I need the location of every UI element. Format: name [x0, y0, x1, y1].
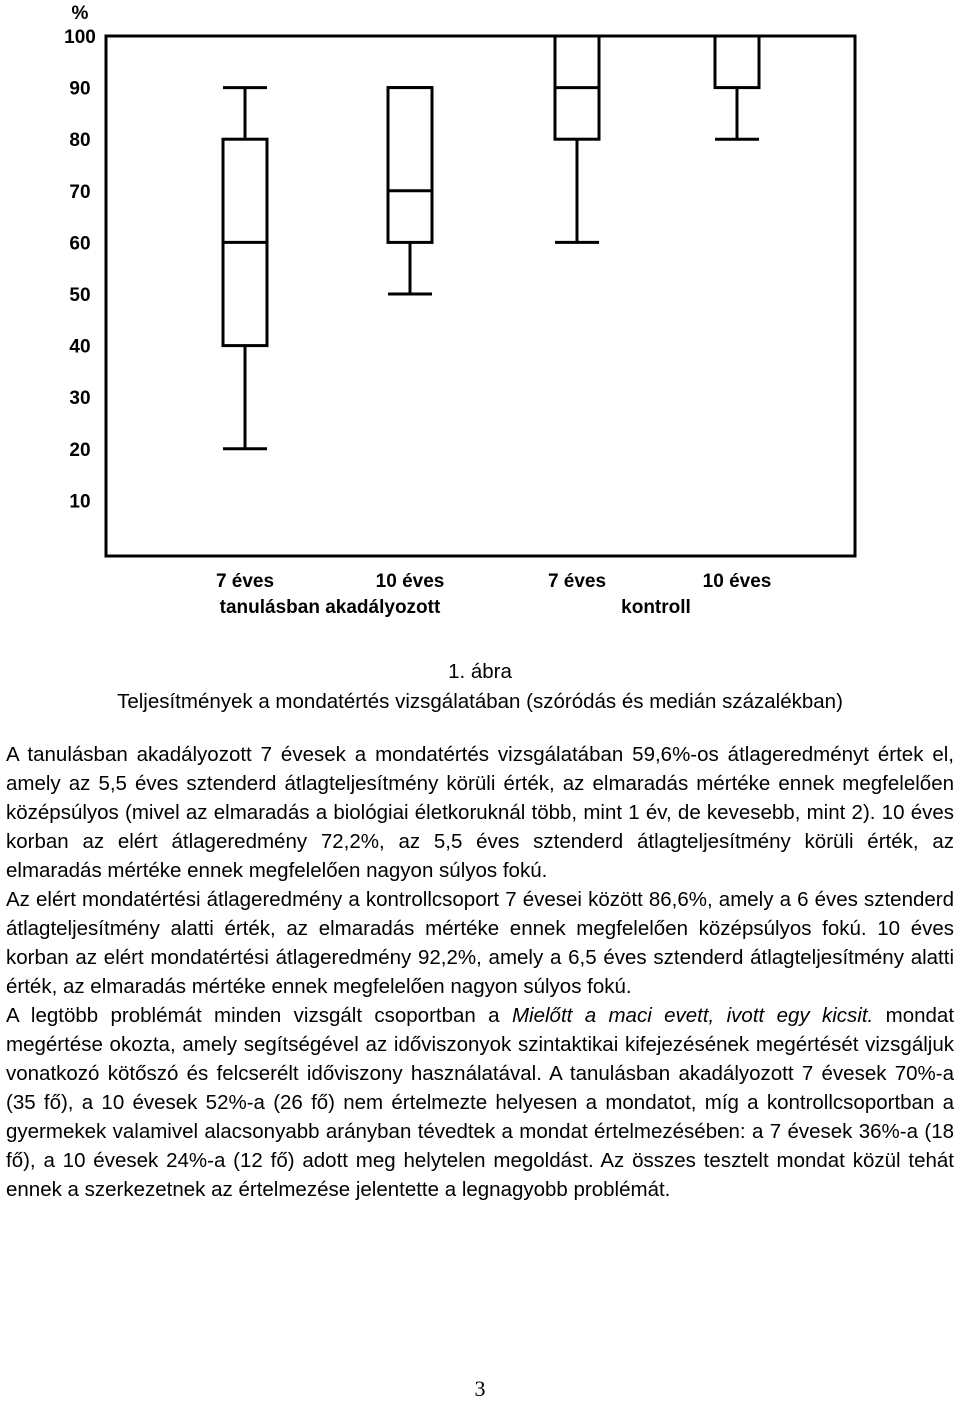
- y-tick-label: 80: [69, 130, 91, 152]
- y-tick-label: 100: [64, 27, 96, 48]
- example-sentence: Mielőtt a maci evett, ivott egy kicsit.: [511, 1004, 874, 1027]
- y-tick-label: 60: [69, 233, 91, 255]
- group-label-kontroll: kontroll: [621, 597, 691, 618]
- paragraph-3: [6, 1001, 954, 1204]
- page-number: 3: [474, 1376, 486, 1401]
- paragraph-3-rest: mondat megértése okozta, amely segítségével az időviszonyok szintaktikai kifejezésének megértését vizsgáljuk vonatkozó kötőszó és felcserélt időviszony használatával. A tanulásban akadályozott 7 évesek 70%-a (35 fő), a 10 évesek 52%-a (26 fő) nem értelmezte helyesen a mondatot, míg a kontrollcsoportban a gyermekek valamivel alacsonyabb arányban tévedtek a mondat értelmezésében: a 7 évesek 36%-a (18 fő), a 10 évesek 24%-a (12 fő) adott meg helytelen megoldást. Az összes tesztelt mondat közül tehát ennek a szerkezetnek az értelmezése jelentette a legnagyobb problémát.: [6, 1004, 955, 1201]
- paragraph-1: A tanulásban akadályozott 7 évesek a mondatértés vizsgálatában 59,6%-os átlageredményt értek el, amely az 5,5 éves sztenderd átlagteljesítmény körüli érték, az elmaradás mértéke ennek megfelelően középsúlyos (mivel az elmaradás a biológiai életkoruknál több, mint 1 év, de kevesebb, mint 2). 10 éves korban az elért átlageredmény 72,2%, az 5,5 éves sztenderd átlagteljesítmény körüli érték, az elmaradás mértéke ennek megfelelően nagyon súlyos fokú.: [6, 743, 954, 882]
- box-plot-3: [555, 36, 599, 242]
- x-category-label: 7 éves: [215, 571, 275, 592]
- y-tick-label: 50: [69, 285, 91, 306]
- boxplot-chart: [0, 0, 960, 630]
- group-label-tanulasban-akadalyozott: tanulásban akadályozott: [219, 597, 441, 618]
- y-tick-label: 10: [69, 491, 91, 513]
- x-category-label: 10 éves: [375, 571, 445, 592]
- y-tick-label: 90: [69, 78, 91, 100]
- y-tick-label: 30: [69, 388, 91, 410]
- y-tick-label: 20: [69, 439, 91, 461]
- y-unit-label: %: [71, 3, 89, 24]
- figure-caption-number: 1. ábra: [448, 660, 512, 683]
- figure-caption-title: Teljesítmények a mondatértés vizsgálatában (szóródás és medián százalékban): [117, 690, 843, 713]
- x-axis-labels: [216, 571, 771, 592]
- body-text: [6, 740, 954, 1204]
- y-axis-ticks: [64, 27, 96, 512]
- box-series: [223, 36, 759, 449]
- x-category-label: 7 éves: [547, 571, 607, 592]
- y-tick-label: 40: [69, 336, 91, 358]
- interquartile-box: [388, 88, 432, 243]
- paragraph-2: Az elért mondatértési átlageredmény a kontrollcsoport 7 évesei között 86,6%, amely a 6 éves sztenderd átlagteljesítmény alatti érték, az elmaradás mértéke ennek megfelelően középsúlyos fokú. 10 éves korban az elért mondatértési átlageredmény 92,2%, amely a 6,5 éves sztenderd átlagteljesítmény alatti érték, az elmaradás mértéke ennek megfelelően nagyon súlyos fokú.: [6, 888, 954, 998]
- y-tick-label: 70: [69, 181, 91, 203]
- paragraph-3-start: A legtöbb problémát minden vizsgált csoportban a: [6, 1004, 512, 1027]
- x-category-label: 10 éves: [702, 571, 772, 592]
- box-plot-1: [223, 88, 267, 449]
- plot-frame: [106, 36, 855, 556]
- box-plot-4: [715, 36, 759, 139]
- interquartile-box: [715, 36, 759, 88]
- box-plot-2: [388, 88, 432, 294]
